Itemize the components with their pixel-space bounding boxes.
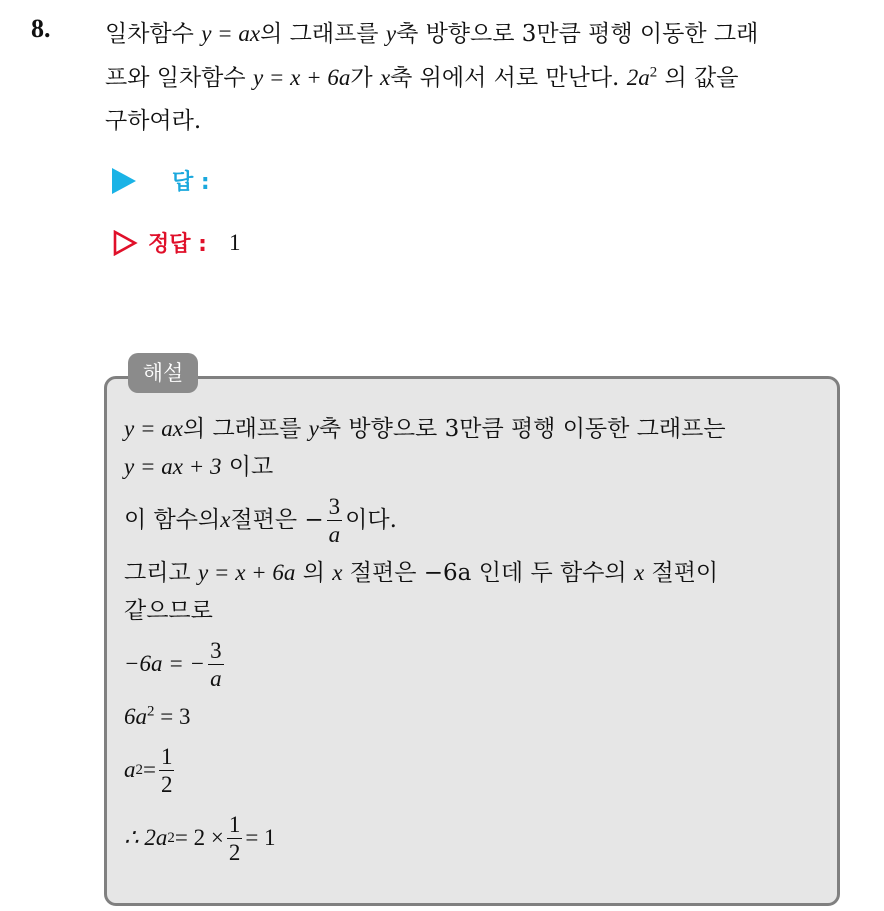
text-segment: 축 방향으로 3만큼 평행 이동한 그래프는	[318, 416, 726, 442]
expression: = 1	[245, 825, 276, 850]
problem-line-1	[105, 12, 865, 56]
text-segment: 의	[295, 560, 333, 586]
text-segment: 이다.	[345, 507, 397, 533]
solution-text	[124, 410, 829, 872]
correct-answer-label: 정답 :	[148, 232, 207, 257]
text-segment: 의 값을	[657, 65, 739, 91]
expression: a	[124, 757, 136, 782]
variable-x: x	[220, 507, 231, 532]
text-segment: 의 그래프를	[260, 21, 386, 47]
equation: y = ax	[201, 21, 261, 46]
expression: ∴ 2a	[124, 825, 168, 850]
exponent: 2	[649, 64, 658, 81]
equals: =	[142, 757, 156, 782]
text-segment: 축 방향으로 3만큼 평행 이동한 그래	[396, 21, 759, 47]
play-triangle-icon	[112, 168, 136, 194]
answer-label: 답 :	[172, 170, 210, 195]
solution-line-9: ∴ 2a 2 = 2 × $\frac{1}{2}$ = 1	[124, 804, 829, 872]
solution-tab: 해설	[128, 353, 198, 393]
problem-line-3: 구하여라.	[105, 108, 202, 134]
problem-number: 8.	[31, 14, 51, 43]
text-segment: 축 위에서 서로 만난다.	[390, 65, 627, 91]
solution-line-8: a 2 = $\frac{1}{2}$	[124, 736, 829, 804]
text-segment: 일차함수	[105, 21, 202, 47]
text-segment: 이 함수의	[124, 507, 221, 533]
answer-row	[112, 165, 232, 196]
equation: −6a = −	[124, 651, 206, 676]
expression: = 2 ×	[174, 825, 224, 850]
denominator: a	[210, 665, 222, 691]
text-segment: 의 그래프를	[182, 416, 309, 442]
numerator: 3	[210, 637, 222, 663]
text-segment: 그리고	[124, 560, 198, 586]
numerator: 1	[160, 743, 173, 769]
expression: 2a	[626, 65, 650, 90]
expression: = 3	[154, 704, 191, 729]
denominator: 2	[160, 771, 173, 797]
solution-line-5: 같으므로	[124, 598, 213, 624]
solution-line-3	[124, 486, 829, 554]
equation: y = x + 6a	[197, 560, 296, 585]
text-segment: 가	[350, 65, 380, 91]
text-segment: 이고	[221, 454, 274, 480]
solution-line-4	[124, 554, 829, 592]
numerator: 3	[328, 493, 341, 519]
text-segment: 프와 일차함수	[105, 65, 253, 91]
correct-answer-value: 1	[228, 229, 241, 255]
denominator: a	[328, 521, 341, 547]
text-segment: 절편은 −6a 인데 두 함수의	[342, 560, 634, 586]
problem-text	[105, 12, 865, 143]
variable-x: x	[633, 560, 645, 585]
outline-triangle-icon	[112, 230, 138, 256]
variable-x: x	[332, 560, 343, 585]
expression: 6a	[124, 704, 147, 729]
fraction	[159, 745, 175, 796]
exponent: 2	[147, 703, 155, 720]
equation: y = ax	[124, 416, 183, 441]
variable-x: x	[379, 65, 391, 90]
fraction	[227, 813, 243, 864]
text-segment: 절편은 −	[230, 507, 324, 533]
equation: y = ax + 3	[124, 454, 222, 479]
solution-line-6	[124, 630, 829, 698]
variable-y: y	[308, 416, 319, 441]
numerator: 1	[228, 811, 241, 837]
solution-line-7	[124, 698, 829, 736]
solution-line-1	[124, 410, 829, 448]
text-segment: 절편이	[644, 560, 719, 586]
fraction	[327, 495, 343, 546]
fraction	[208, 639, 224, 690]
equation: y = x + 6a	[252, 65, 351, 90]
problem-line-2	[105, 56, 865, 100]
solution-line-2	[124, 448, 829, 486]
correct-answer-row	[112, 227, 240, 258]
variable-y: y	[385, 21, 397, 46]
denominator: 2	[228, 839, 241, 865]
